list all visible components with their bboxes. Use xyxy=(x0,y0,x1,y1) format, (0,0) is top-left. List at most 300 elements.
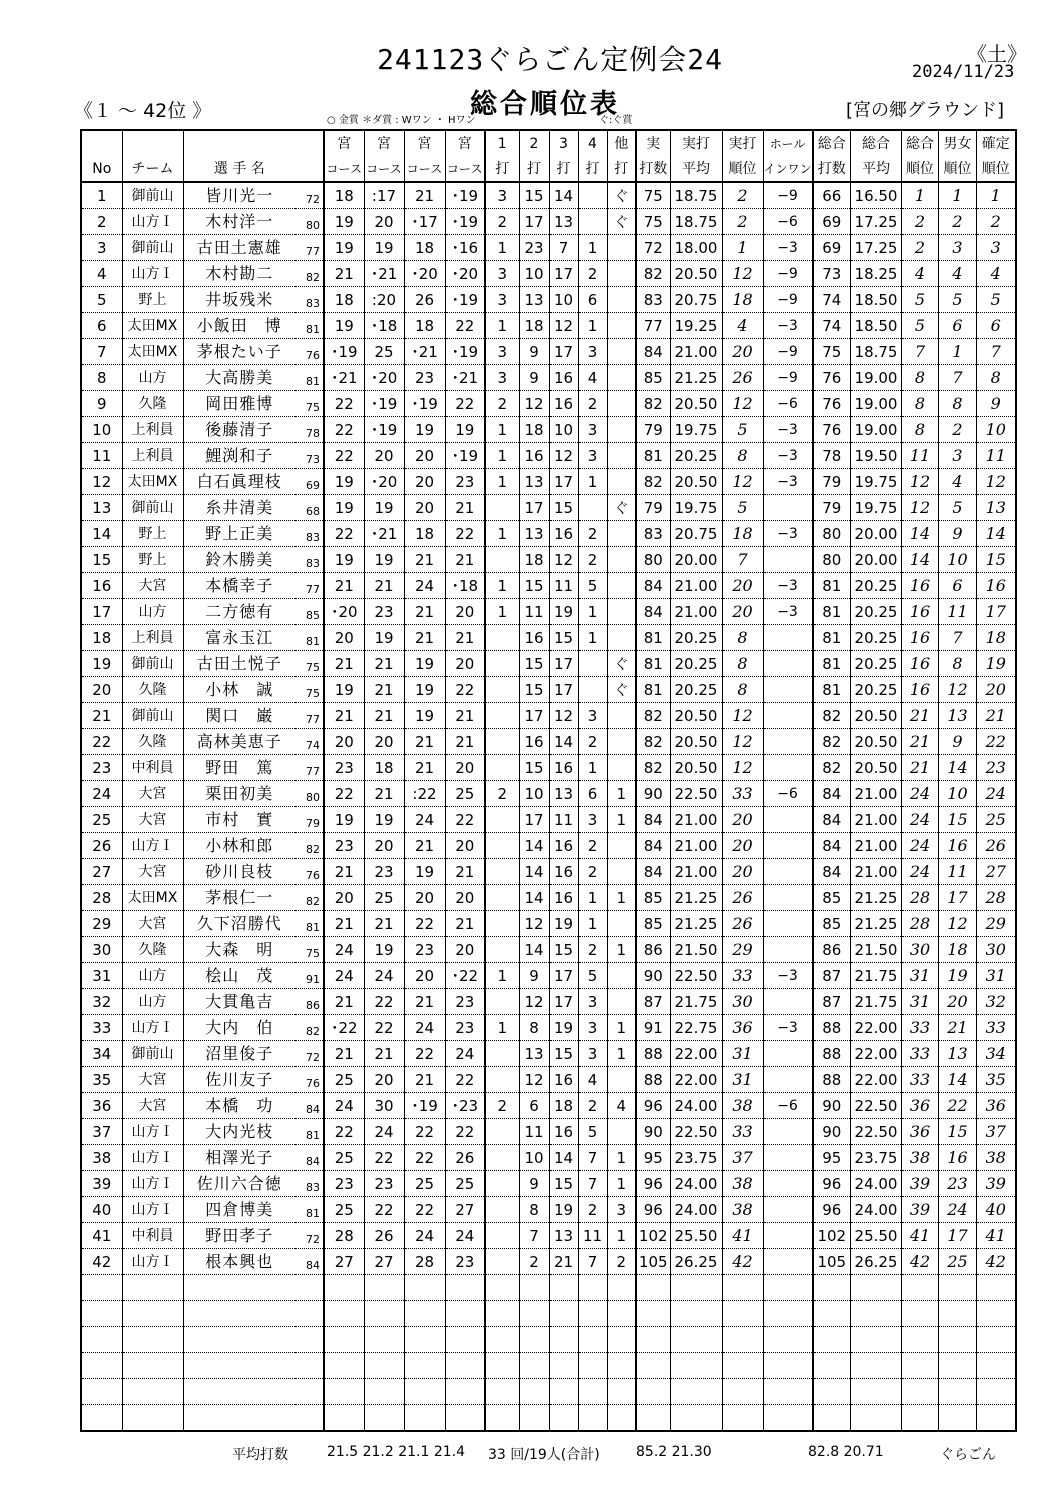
cell-gender-rank xyxy=(939,1379,977,1405)
cell-age: 72 xyxy=(295,1041,324,1067)
cell-actual-rank xyxy=(722,1353,763,1379)
cell-actual-avg: 22.00 xyxy=(670,1067,722,1093)
cell-strokes-4: 2 xyxy=(578,521,607,547)
cell-strokes-2: 17 xyxy=(519,209,549,235)
header-player-name: 選 手 名 xyxy=(183,156,295,182)
cell-strokes-3: 16 xyxy=(549,1067,578,1093)
cell-total-avg: 21.50 xyxy=(851,937,902,963)
cell-no xyxy=(81,1301,122,1327)
table-row xyxy=(81,937,1016,963)
cell-course-3: 22 xyxy=(404,911,445,937)
cell-actual-total: 80 xyxy=(636,547,670,573)
cell-course-4: 22 xyxy=(445,521,485,547)
cell-course-2: 24 xyxy=(364,1119,404,1145)
cell-final-rank: 39 xyxy=(977,1171,1016,1197)
cell-gender-rank: 13 xyxy=(939,703,977,729)
cell-team: 山方 xyxy=(122,365,183,391)
cell-actual-rank: 2 xyxy=(722,209,763,235)
cell-total-strokes: 95 xyxy=(813,1145,851,1171)
cell-team xyxy=(122,1405,183,1432)
table-row xyxy=(81,182,1016,209)
cell-course-4: 23 xyxy=(445,1015,485,1041)
table-row xyxy=(81,963,1016,989)
cell-player-name: 大森 明 xyxy=(183,937,295,963)
cell-player-name: 木村勘二 xyxy=(183,261,295,287)
cell-strokes-3: 15 xyxy=(549,1171,578,1197)
cell-team: 久隆 xyxy=(122,937,183,963)
cell-actual-rank: 30 xyxy=(722,989,763,1015)
cell-no: 39 xyxy=(81,1171,122,1197)
cell-strokes-4: 2 xyxy=(578,859,607,885)
cell-hole-in-one xyxy=(763,651,813,677)
cell-course-4: ･19 xyxy=(445,209,485,235)
cell-no: 25 xyxy=(81,807,122,833)
cell-total-rank: 33 xyxy=(902,1015,939,1041)
cell-course-3: 21 xyxy=(404,729,445,755)
cell-strokes-1 xyxy=(485,911,519,937)
cell-age xyxy=(295,1301,324,1327)
cell-actual-total: 90 xyxy=(636,1119,670,1145)
cell-no: 10 xyxy=(81,417,122,443)
cell-team xyxy=(122,1379,183,1405)
cell-course-1: 18 xyxy=(324,182,364,209)
cell-strokes-4: 2 xyxy=(578,1197,607,1223)
cell-gender-rank: 15 xyxy=(939,1119,977,1145)
cell-actual-total xyxy=(636,1353,670,1379)
cell-total-strokes: 82 xyxy=(813,755,851,781)
cell-strokes-3 xyxy=(549,1405,578,1432)
cell-team: 久隆 xyxy=(122,391,183,417)
cell-course-3: 21 xyxy=(404,182,445,209)
cell-strokes-4 xyxy=(578,495,607,521)
cell-strokes-4: 1 xyxy=(578,599,607,625)
cell-strokes-4: 2 xyxy=(578,833,607,859)
cell-actual-avg: 23.75 xyxy=(670,1145,722,1171)
cell-age: 77 xyxy=(295,755,324,781)
cell-total-avg: 19.00 xyxy=(851,417,902,443)
cell-total-rank xyxy=(902,1275,939,1301)
cell-hole-in-one xyxy=(763,859,813,885)
cell-final-rank: 32 xyxy=(977,989,1016,1015)
header-strokes-other: 他 xyxy=(607,130,636,156)
cell-course-1: 22 xyxy=(324,443,364,469)
cell-strokes-1 xyxy=(485,495,519,521)
cell-actual-total: 96 xyxy=(636,1171,670,1197)
cell-player-name: 関口 巌 xyxy=(183,703,295,729)
cell-gender-rank: 16 xyxy=(939,1145,977,1171)
cell-total-avg: 18.50 xyxy=(851,313,902,339)
cell-course-3: 21 xyxy=(404,755,445,781)
cell-strokes-3: 13 xyxy=(549,1223,578,1249)
cell-strokes-other: ぐ xyxy=(607,651,636,677)
cell-strokes-other xyxy=(607,391,636,417)
cell-course-2 xyxy=(364,1301,404,1327)
cell-total-avg: 18.75 xyxy=(851,339,902,365)
cell-final-rank: 18 xyxy=(977,625,1016,651)
cell-no: 32 xyxy=(81,989,122,1015)
cell-player-name: 鈴木勝美 xyxy=(183,547,295,573)
cell-player-name: 沼里俊子 xyxy=(183,1041,295,1067)
cell-player-name: 糸井清美 xyxy=(183,495,295,521)
header-team: チーム xyxy=(122,156,183,182)
cell-actual-avg: 20.00 xyxy=(670,547,722,573)
cell-course-1: 22 xyxy=(324,1119,364,1145)
cell-strokes-other: ぐ xyxy=(607,182,636,209)
cell-age: 82 xyxy=(295,261,324,287)
cell-final-rank: 30 xyxy=(977,937,1016,963)
cell-strokes-other xyxy=(607,365,636,391)
cell-course-3: 24 xyxy=(404,1015,445,1041)
cell-strokes-4: 11 xyxy=(578,1223,607,1249)
cell-total-avg xyxy=(851,1353,902,1379)
cell-age: 81 xyxy=(295,1197,324,1223)
cell-course-1 xyxy=(324,1275,364,1301)
cell-team: 山方Ｉ xyxy=(122,261,183,287)
empty-row xyxy=(81,1379,1016,1405)
cell-course-2: 21 xyxy=(364,1041,404,1067)
header-strokes-4: 打 xyxy=(578,156,607,182)
cell-total-avg: 20.00 xyxy=(851,521,902,547)
cell-strokes-3: 16 xyxy=(549,521,578,547)
cell-actual-rank: 38 xyxy=(722,1093,763,1119)
cell-course-1: 23 xyxy=(324,755,364,781)
cell-gender-rank xyxy=(939,1353,977,1379)
cell-total-avg xyxy=(851,1275,902,1301)
cell-course-3: ･19 xyxy=(404,391,445,417)
cell-gender-rank: 10 xyxy=(939,781,977,807)
cell-no: 42 xyxy=(81,1249,122,1275)
cell-actual-rank: 12 xyxy=(722,755,763,781)
cell-strokes-2: 14 xyxy=(519,885,549,911)
cell-strokes-3: 17 xyxy=(549,651,578,677)
cell-course-2: 21 xyxy=(364,703,404,729)
cell-actual-avg: 22.50 xyxy=(670,781,722,807)
table-row xyxy=(81,521,1016,547)
cell-actual-total: 84 xyxy=(636,807,670,833)
cell-hole-in-one: −6 xyxy=(763,391,813,417)
gu-award-legend: ぐ:ぐ賞 xyxy=(599,115,633,126)
cell-gender-rank: 22 xyxy=(939,1093,977,1119)
cell-total-strokes: 76 xyxy=(813,365,851,391)
weekday-label: 《土》 xyxy=(967,42,1027,66)
cell-total-rank: 21 xyxy=(902,755,939,781)
cell-course-2 xyxy=(364,1405,404,1432)
cell-course-1: 19 xyxy=(324,235,364,261)
cell-course-4: 27 xyxy=(445,1197,485,1223)
cell-no: 19 xyxy=(81,651,122,677)
cell-strokes-other xyxy=(607,703,636,729)
cell-hole-in-one xyxy=(763,677,813,703)
cell-team: 山方Ｉ xyxy=(122,1119,183,1145)
cell-course-2: ･21 xyxy=(364,261,404,287)
cell-actual-total: 77 xyxy=(636,313,670,339)
cell-course-4: ･19 xyxy=(445,443,485,469)
cell-strokes-other xyxy=(607,599,636,625)
empty-row xyxy=(81,1275,1016,1301)
cell-final-rank: 4 xyxy=(977,261,1016,287)
cell-strokes-1: 2 xyxy=(485,1093,519,1119)
cell-course-1: 19 xyxy=(324,495,364,521)
cell-strokes-other xyxy=(607,989,636,1015)
cell-course-1: 21 xyxy=(324,859,364,885)
cell-total-strokes: 85 xyxy=(813,885,851,911)
cell-hole-in-one: −3 xyxy=(763,235,813,261)
cell-hole-in-one xyxy=(763,1275,813,1301)
cell-gender-rank: 19 xyxy=(939,963,977,989)
cell-strokes-other xyxy=(607,963,636,989)
cell-hole-in-one xyxy=(763,703,813,729)
cell-hole-in-one xyxy=(763,495,813,521)
cell-course-4: 21 xyxy=(445,859,485,885)
cell-course-2: 23 xyxy=(364,1171,404,1197)
cell-strokes-other xyxy=(607,417,636,443)
venue-label: [宮の郷グラウンド] xyxy=(846,100,1005,121)
empty-row xyxy=(81,1353,1016,1379)
cell-player-name: 大内光枝 xyxy=(183,1119,295,1145)
cell-actual-avg: 21.75 xyxy=(670,989,722,1015)
cell-total-rank: 16 xyxy=(902,573,939,599)
cell-total-avg: 25.50 xyxy=(851,1223,902,1249)
cell-player-name: 佐川友子 xyxy=(183,1067,295,1093)
cell-actual-avg: 20.25 xyxy=(670,443,722,469)
table-row xyxy=(81,391,1016,417)
cell-strokes-4: 2 xyxy=(578,391,607,417)
cell-age: 76 xyxy=(295,1067,324,1093)
cell-final-rank: 14 xyxy=(977,521,1016,547)
cell-player-name: 古田土憲雄 xyxy=(183,235,295,261)
cell-actual-total: 83 xyxy=(636,521,670,547)
cell-gender-rank: 15 xyxy=(939,807,977,833)
cell-course-3: 21 xyxy=(404,625,445,651)
cell-strokes-3: 16 xyxy=(549,365,578,391)
cell-strokes-4: 7 xyxy=(578,1171,607,1197)
cell-total-strokes xyxy=(813,1353,851,1379)
header-no: No xyxy=(81,156,122,182)
cell-actual-total: 82 xyxy=(636,755,670,781)
cell-course-2: ･21 xyxy=(364,521,404,547)
cell-total-strokes: 81 xyxy=(813,677,851,703)
cell-gender-rank: 5 xyxy=(939,287,977,313)
cell-strokes-3: 19 xyxy=(549,1197,578,1223)
header-actual-rank: 実打 xyxy=(722,130,763,156)
cell-strokes-4: 2 xyxy=(578,937,607,963)
cell-no: 35 xyxy=(81,1067,122,1093)
cell-total-strokes: 81 xyxy=(813,573,851,599)
cell-course-4: ･16 xyxy=(445,235,485,261)
cell-total-rank: 8 xyxy=(902,391,939,417)
cell-strokes-4: 5 xyxy=(578,963,607,989)
cell-actual-avg: 25.50 xyxy=(670,1223,722,1249)
cell-player-name: 富永玉江 xyxy=(183,625,295,651)
cell-no: 11 xyxy=(81,443,122,469)
cell-course-3: 23 xyxy=(404,937,445,963)
cell-age: 73 xyxy=(295,443,324,469)
cell-strokes-2: 13 xyxy=(519,521,549,547)
cell-actual-rank: 33 xyxy=(722,781,763,807)
cell-strokes-2 xyxy=(519,1353,549,1379)
cell-strokes-3: 16 xyxy=(549,859,578,885)
cell-course-2: 22 xyxy=(364,989,404,1015)
header-age xyxy=(295,130,324,156)
cell-total-strokes: 96 xyxy=(813,1197,851,1223)
cell-player-name: 木村洋一 xyxy=(183,209,295,235)
cell-gender-rank: 12 xyxy=(939,677,977,703)
cell-total-avg: 24.00 xyxy=(851,1171,902,1197)
cell-course-1: 19 xyxy=(324,677,364,703)
cell-team: 中利員 xyxy=(122,1223,183,1249)
cell-course-3: 25 xyxy=(404,1171,445,1197)
cell-strokes-2: 23 xyxy=(519,235,549,261)
cell-actual-avg: 21.00 xyxy=(670,807,722,833)
cell-course-4: 25 xyxy=(445,781,485,807)
cell-total-rank: 16 xyxy=(902,625,939,651)
cell-strokes-2: 18 xyxy=(519,313,549,339)
cell-hole-in-one xyxy=(763,1405,813,1432)
cell-final-rank: 40 xyxy=(977,1197,1016,1223)
cell-age: 81 xyxy=(295,1119,324,1145)
cell-total-rank: 2 xyxy=(902,235,939,261)
header-player-name xyxy=(183,130,295,156)
cell-total-strokes: 82 xyxy=(813,703,851,729)
cell-hole-in-one: −9 xyxy=(763,365,813,391)
cell-course-3: 19 xyxy=(404,417,445,443)
header-hole-in-one: ホール xyxy=(763,130,813,156)
cell-strokes-other xyxy=(607,625,636,651)
table-row xyxy=(81,989,1016,1015)
footer-course-averages: 21.5 21.2 21.1 21.4 xyxy=(327,1444,466,1460)
cell-actual-rank: 38 xyxy=(722,1171,763,1197)
cell-team: 大宮 xyxy=(122,807,183,833)
header-actual-total: 実 xyxy=(636,130,670,156)
cell-hole-in-one xyxy=(763,625,813,651)
cell-total-avg: 20.25 xyxy=(851,625,902,651)
cell-course-1: 24 xyxy=(324,937,364,963)
cell-team: 大宮 xyxy=(122,573,183,599)
cell-total-avg: 20.00 xyxy=(851,547,902,573)
cell-actual-rank: 20 xyxy=(722,339,763,365)
cell-final-rank: 36 xyxy=(977,1093,1016,1119)
cell-course-2: 20 xyxy=(364,1067,404,1093)
cell-course-1: 25 xyxy=(324,1067,364,1093)
cell-total-strokes: 74 xyxy=(813,313,851,339)
cell-total-rank: 24 xyxy=(902,859,939,885)
cell-course-1: 21 xyxy=(324,911,364,937)
cell-age: 82 xyxy=(295,833,324,859)
cell-total-avg: 16.50 xyxy=(851,182,902,209)
header-no xyxy=(81,130,122,156)
cell-course-1: 22 xyxy=(324,781,364,807)
cell-total-rank: 41 xyxy=(902,1223,939,1249)
cell-strokes-3: 17 xyxy=(549,339,578,365)
cell-age: 77 xyxy=(295,703,324,729)
cell-actual-rank xyxy=(722,1327,763,1353)
cell-age: 77 xyxy=(295,235,324,261)
cell-final-rank: 13 xyxy=(977,495,1016,521)
cell-total-strokes: 88 xyxy=(813,1015,851,1041)
cell-course-4: 21 xyxy=(445,703,485,729)
cell-gender-rank: 20 xyxy=(939,989,977,1015)
cell-actual-rank: 7 xyxy=(722,547,763,573)
table-row xyxy=(81,313,1016,339)
cell-age: 72 xyxy=(295,1223,324,1249)
cell-hole-in-one: −3 xyxy=(763,469,813,495)
cell-final-rank: 3 xyxy=(977,235,1016,261)
cell-strokes-4: 3 xyxy=(578,443,607,469)
cell-strokes-1: 1 xyxy=(485,599,519,625)
cell-strokes-2: 16 xyxy=(519,729,549,755)
footer-label: 平均打数 xyxy=(232,1447,288,1463)
cell-course-3: 18 xyxy=(404,521,445,547)
cell-final-rank xyxy=(977,1405,1016,1432)
cell-no: 24 xyxy=(81,781,122,807)
cell-player-name: 砂川良枝 xyxy=(183,859,295,885)
cell-total-strokes: 88 xyxy=(813,1067,851,1093)
cell-actual-avg: 24.00 xyxy=(670,1093,722,1119)
cell-no: 2 xyxy=(81,209,122,235)
cell-course-2: 20 xyxy=(364,443,404,469)
cell-age xyxy=(295,1327,324,1353)
cell-actual-rank xyxy=(722,1275,763,1301)
cell-actual-avg: 20.25 xyxy=(670,651,722,677)
cell-final-rank: 8 xyxy=(977,365,1016,391)
cell-actual-total xyxy=(636,1327,670,1353)
header-gender-rank: 順位 xyxy=(939,156,977,182)
cell-final-rank: 2 xyxy=(977,209,1016,235)
header-total-strokes: 打数 xyxy=(813,156,851,182)
cell-hole-in-one xyxy=(763,1171,813,1197)
cell-age: 68 xyxy=(295,495,324,521)
cell-strokes-2: 13 xyxy=(519,287,549,313)
cell-total-strokes: 96 xyxy=(813,1171,851,1197)
cell-total-avg: 22.00 xyxy=(851,1041,902,1067)
cell-strokes-other xyxy=(607,469,636,495)
cell-final-rank xyxy=(977,1379,1016,1405)
cell-team: 大宮 xyxy=(122,781,183,807)
cell-total-avg: 19.75 xyxy=(851,469,902,495)
cell-total-rank: 16 xyxy=(902,599,939,625)
cell-player-name: 佐川六合徳 xyxy=(183,1171,295,1197)
cell-total-avg: 21.25 xyxy=(851,911,902,937)
cell-gender-rank: 13 xyxy=(939,1041,977,1067)
cell-course-1 xyxy=(324,1405,364,1432)
cell-no: 26 xyxy=(81,833,122,859)
cell-strokes-4 xyxy=(578,182,607,209)
cell-player-name: 四倉博美 xyxy=(183,1197,295,1223)
cell-hole-in-one: −3 xyxy=(763,599,813,625)
cell-strokes-3: 16 xyxy=(549,833,578,859)
cell-no: 21 xyxy=(81,703,122,729)
cell-total-strokes: 78 xyxy=(813,443,851,469)
cell-total-strokes: 76 xyxy=(813,391,851,417)
cell-actual-avg: 21.25 xyxy=(670,911,722,937)
cell-actual-avg: 20.75 xyxy=(670,287,722,313)
cell-no xyxy=(81,1327,122,1353)
cell-total-rank xyxy=(902,1353,939,1379)
cell-hole-in-one: −3 xyxy=(763,443,813,469)
cell-hole-in-one xyxy=(763,729,813,755)
cell-strokes-2: 15 xyxy=(519,651,549,677)
cell-strokes-4 xyxy=(578,1275,607,1301)
cell-actual-rank: 29 xyxy=(722,937,763,963)
cell-gender-rank: 1 xyxy=(939,339,977,365)
cell-final-rank: 42 xyxy=(977,1249,1016,1275)
cell-strokes-4: 1 xyxy=(578,911,607,937)
cell-actual-total xyxy=(636,1379,670,1405)
cell-no: 31 xyxy=(81,963,122,989)
cell-player-name: 野上正美 xyxy=(183,521,295,547)
cell-total-avg: 20.25 xyxy=(851,573,902,599)
cell-gender-rank: 14 xyxy=(939,1067,977,1093)
